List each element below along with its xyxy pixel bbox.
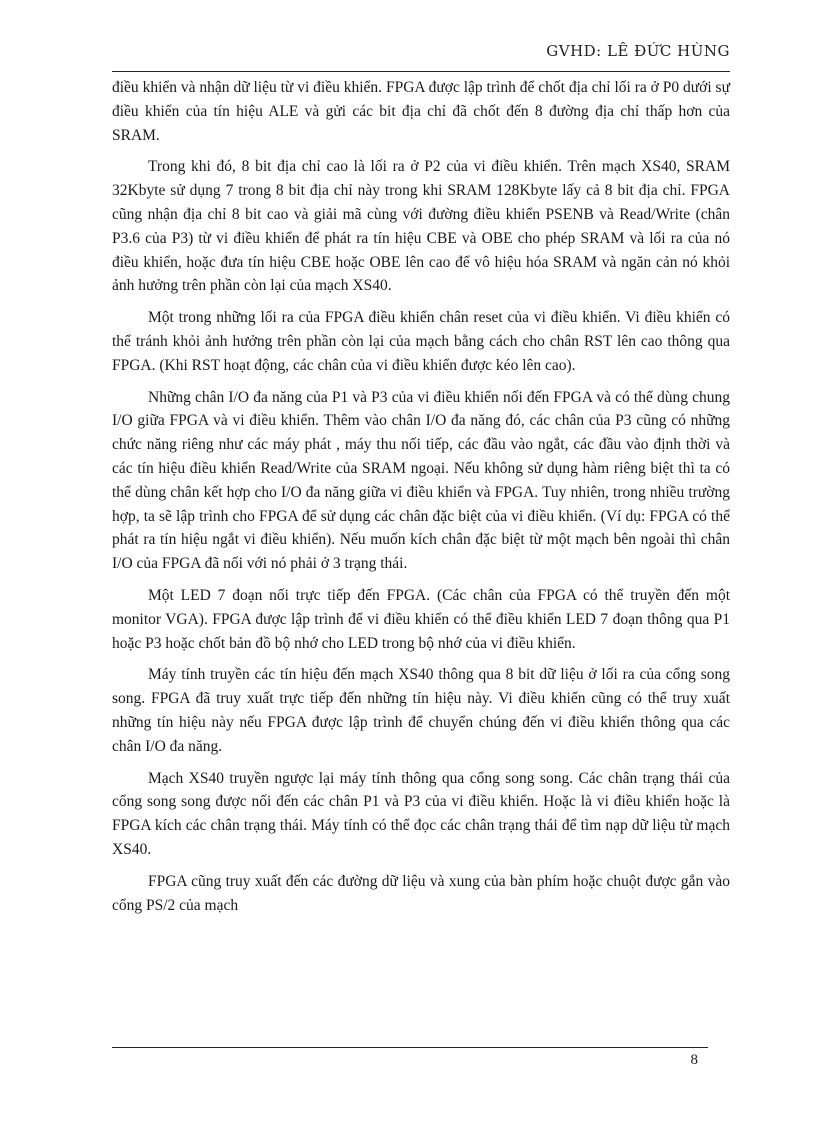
paragraph-4: Những chân I/O đa năng của P1 và P3 của vi điều khiển nối đến FPGA và có thể dùng chung I/O giữa FPGA và vi điều khiển. Thêm vào chân I/O đa năng đó, các chân của P3 cũng có những chức năng riêng như các máy phát , máy thu nối tiếp, các đầu vào ngắt, các đầu vào định thời và các tín hiệu điều khiển Read/Write của SRAM ngoại. Nếu không sử dụng hàm riêng biệt thì ta có thể dùng chân kết hợp cho I/O đa năng giữa vi điều khiển và FPGA. Tuy nhiên, trong nhiều trường hợp, ta sẽ lập trình cho FPGA để sử dụng các chân đặc biệt của vi điều khiển. (Ví dụ: FPGA có thể phát ra tín hiệu ngắt vi điều khiển). Nếu muốn kích chân đặc biệt từ một mạch bên ngoài thì chân I/O của FPGA đã nối với nó phải ở 3 trạng thái.	[112, 388, 730, 573]
paragraph-1: điều khiển và nhận dữ liệu từ vi điều khiển. FPGA được lập trình để chốt địa chỉ lối ra ở P0 dưới sự điều khiển của tín hiệu ALE và gửi các bit địa chỉ đã chốt đến 8 đường địa chỉ thấp hơn của SRAM.	[112, 79, 730, 144]
paragraph-8: FPGA cũng truy xuất đến các đường dữ liệu và xung của bàn phím hoặc chuột được gắn vào cổng PS/2 của mạch	[112, 872, 730, 914]
paragraph-7: Mạch XS40 truyền ngược lại máy tính thông qua cổng song song. Các chân trạng thái của cổng song song được nối đến các chân P1 và P3 của vi điều khiển. Hoặc là vi điều khiển hoặc là FPGA kích các chân trạng thái. Máy tính có thể đọc các chân trạng thái để tìm nạp dữ liệu từ mạch XS40.	[112, 769, 730, 858]
paragraph-5: Một LED 7 đoạn nối trực tiếp đến FPGA. (Các chân của FPGA có thể truyền đến một monitor VGA). FPGA được lập trình để vi điều khiển có thể điều khiển LED 7 đoạn thông qua P1 hoặc P3 hoặc chốt bản đồ bộ nhớ cho LED trong bộ nhớ của vi điều khiển.	[112, 586, 730, 652]
paragraph-6: Máy tính truyền các tín hiệu đến mạch XS40 thông qua 8 bit dữ liệu ở lối ra của cổng song song. FPGA đã truy xuất trực tiếp đến những tín hiệu này. Vi điều khiển cũng có thể truy xuất những tín hiệu này nếu FPGA được lập trình để chuyển chúng đến vi điều khiển thông qua các chân I/O đa năng.	[112, 666, 730, 755]
header-advisor: GVHD: LÊ ĐỨC HÙNG	[546, 42, 730, 60]
paragraph-2: Trong khi đó, 8 bit địa chỉ cao là lối ra ở P2 của vi điều khiển. Trên mạch XS40, SRAM 32Kbyte sử dụng 7 trong 8 bit địa chỉ này trong khi SRAM 128Kbyte lấy cả 8 bit địa chỉ. FPGA cũng nhận địa chỉ 8 bit cao và giải mã cùng với đường điều khiển PSENB và Read/Write (chân P3.6 của P3) từ vi điều khiển để phát ra tín hiệu CBE và OBE cho phép SRAM và lối ra của nó điều khiển, hoặc đưa tín hiệu CBE hoặc OBE lên cao để vô hiệu hóa SRAM và ngăn cản nó khỏi ảnh hưởng trên phần còn lại của mạch XS40.	[112, 158, 730, 295]
page-number: 8	[690, 1052, 698, 1068]
header-divider	[112, 71, 730, 72]
body-text	[112, 76, 730, 917]
footer-divider	[112, 1047, 708, 1048]
paragraph-3: Một trong những lối ra của FPGA điều khiển chân reset của vi điều khiển. Vi điều khiển có thể tránh khỏi ảnh hưởng trên phần còn lại của mạch bằng cách cho chân RST lên cao thông qua FPGA. (Khi RST hoạt động, các chân của vi điều khiển được kéo lên cao).	[112, 309, 730, 374]
